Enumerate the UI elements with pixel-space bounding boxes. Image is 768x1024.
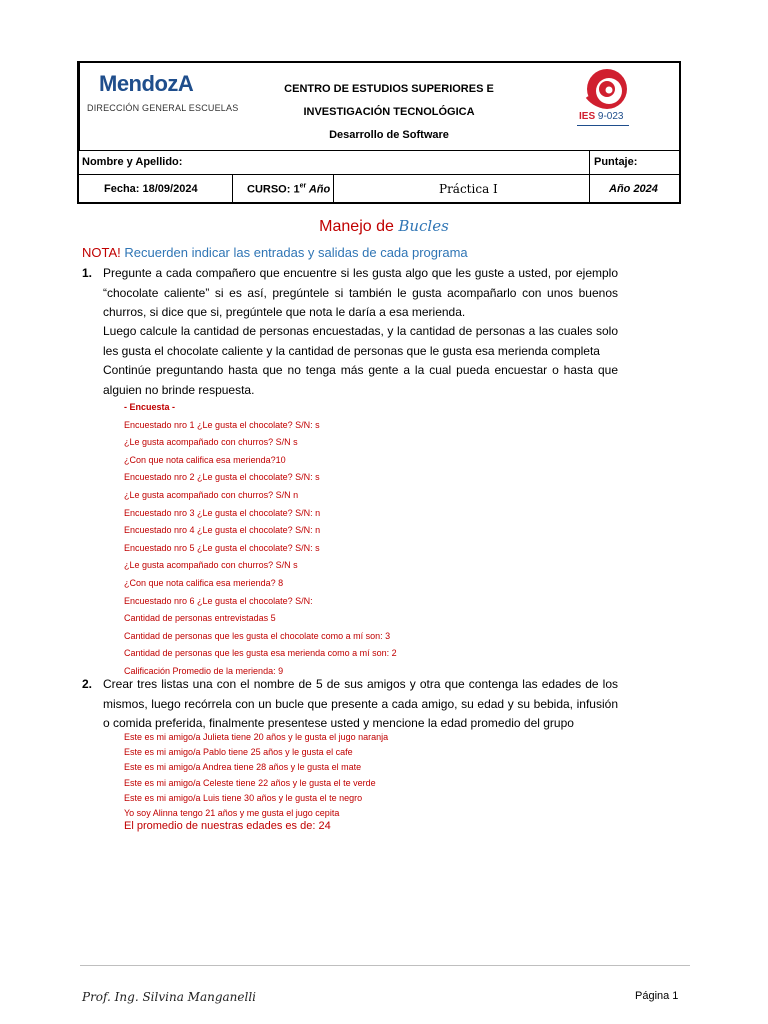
output-line: ¿Con que nota califica esa merienda? 8: [124, 577, 284, 588]
output-line: Yo soy Alinna tengo 21 años y me gusta el jugo cepita: [124, 807, 340, 818]
output-line: Este es mi amigo/a Luis tiene 30 años y le gusta el te negro: [124, 792, 363, 803]
note-text: Recuerden indicar las entradas y salidas de cada programa: [120, 245, 468, 260]
score-label: Puntaje:: [594, 156, 638, 168]
ies-label: IES: [579, 111, 596, 122]
exercise1-number: 1.: [82, 266, 93, 280]
institution-line2: INVESTIGACIÓN TECNOLÓGICA: [303, 106, 475, 118]
output-line: Este es mi amigo/a Andrea tiene 28 años y le gusta el mate: [124, 762, 362, 773]
institution-block: [249, 63, 529, 150]
output-line: Este es mi amigo/a Pablo tiene 25 años y le gusta el cafe: [124, 747, 353, 758]
output-line: Cantidad de personas que les gusta esa merienda como a mí son: 2: [124, 648, 397, 659]
output-line: Cantidad de personas que les gusta el chocolate como a mí son: 3: [124, 630, 391, 641]
header-row-info: [79, 175, 679, 203]
exercise2-output: [124, 730, 388, 821]
footer-page-number: Página 1: [635, 990, 679, 1002]
output-line: Encuestado nro 3 ¿Le gusta el chocolate? S/N: n: [124, 507, 321, 518]
ies-logo: [577, 67, 637, 145]
ies-number: 9-023: [597, 111, 624, 122]
practice-label: Práctica I: [439, 182, 498, 196]
footer-author: Prof. Ing. Silvina Manganelli: [82, 990, 257, 1004]
logo-text: MendozA: [99, 71, 194, 96]
note-line: [82, 245, 468, 260]
output-line: Este es mi amigo/a Julieta tiene 20 años y le gusta el jugo naranja: [124, 732, 389, 742]
output-line: ¿Le gusta acompañado con churros? S/N n: [124, 489, 299, 500]
header-row-name: [79, 150, 679, 175]
output-line: ¿Le gusta acompañado con churros? S/N s: [124, 560, 298, 571]
output-title: - Encuesta -: [124, 402, 176, 412]
output-line: Encuestado nro 4 ¿Le gusta el chocolate? S/N: n: [124, 525, 321, 536]
footer-divider: [80, 965, 690, 966]
output-line: Encuestado nro 1 ¿Le gusta el chocolate? S/N: s: [124, 419, 320, 430]
career-name: Desarrollo de Software: [329, 129, 449, 141]
exercise2-paragraph1: Crear tres listas una con el nombre de 5 de sus amigos y otra que contenga las edades de los mismos, luego recórrela con un bucle que presente a cada amigo, su edad y su bebida, infusión o comida preferida, finalmente presentese usted y mencione la edad promedio del grupo: [103, 677, 618, 730]
output-line: ¿Con que nota califica esa merienda?10: [124, 454, 286, 465]
output-line: Calificación Promedio de la merienda: 9: [124, 665, 284, 676]
date-label: Fecha: 18/09/2024: [104, 183, 198, 195]
exercise1-paragraph3: Continúe preguntando hasta que no tenga más gente a la cual pueda encuestar o hasta que alguien no brinde respuesta.: [103, 363, 618, 397]
name-label: Nombre y Apellido:: [82, 156, 183, 168]
mendoza-logo: [85, 69, 245, 139]
course-label: CURSO: 1er Año: [247, 182, 331, 196]
exercise1-paragraph1: Pregunte a cada compañero que encuentre si les gusta algo que les guste a usted, por ejemplo “chocolate caliente” si es así, pregúntele si también le gusta acompañarlo con unos buenos churros, si dice que si, pregúntele que nota le daría a esa merienda.: [103, 266, 618, 319]
note-label: NOTA!: [82, 245, 121, 260]
logo-subtitle: DIRECCIÓN GENERAL ESCUELAS: [87, 103, 239, 113]
ies-swirl-icon: [577, 67, 637, 145]
header-table: [77, 61, 681, 204]
output-line: Cantidad de personas entrevistadas 5: [124, 613, 276, 624]
exercise1-paragraph2: Luego calcule la cantidad de personas encuestadas, y la cantidad de personas a las cuales solo les gusta el chocolate caliente y la cantidad de personas que le gusta esa merienda completa: [103, 324, 618, 358]
output-line: ¿Le gusta acompañado con churros? S/N s: [124, 437, 298, 448]
output-line: Encuestado nro 2 ¿Le gusta el chocolate? S/N: s: [124, 472, 320, 483]
output-line: Encuestado nro 6 ¿Le gusta el chocolate? S/N:: [124, 595, 313, 606]
output-line: Este es mi amigo/a Celeste tiene 22 años y le gusta el te verde: [124, 777, 376, 788]
header-row-institution: [79, 63, 679, 151]
page-title: Manejo de Bucles: [319, 217, 449, 235]
exercise2-number: 2.: [82, 677, 93, 691]
year-label: Año 2024: [609, 183, 658, 195]
institution-line1: CENTRO DE ESTUDIOS SUPERIORES E: [284, 83, 494, 95]
ies-label-group: [579, 111, 623, 122]
exercise1-output: [124, 399, 397, 681]
average-line: El promedio de nuestras edades es de: 24: [124, 820, 331, 832]
output-line: Encuestado nro 5 ¿Le gusta el chocolate? S/N: s: [124, 542, 320, 553]
